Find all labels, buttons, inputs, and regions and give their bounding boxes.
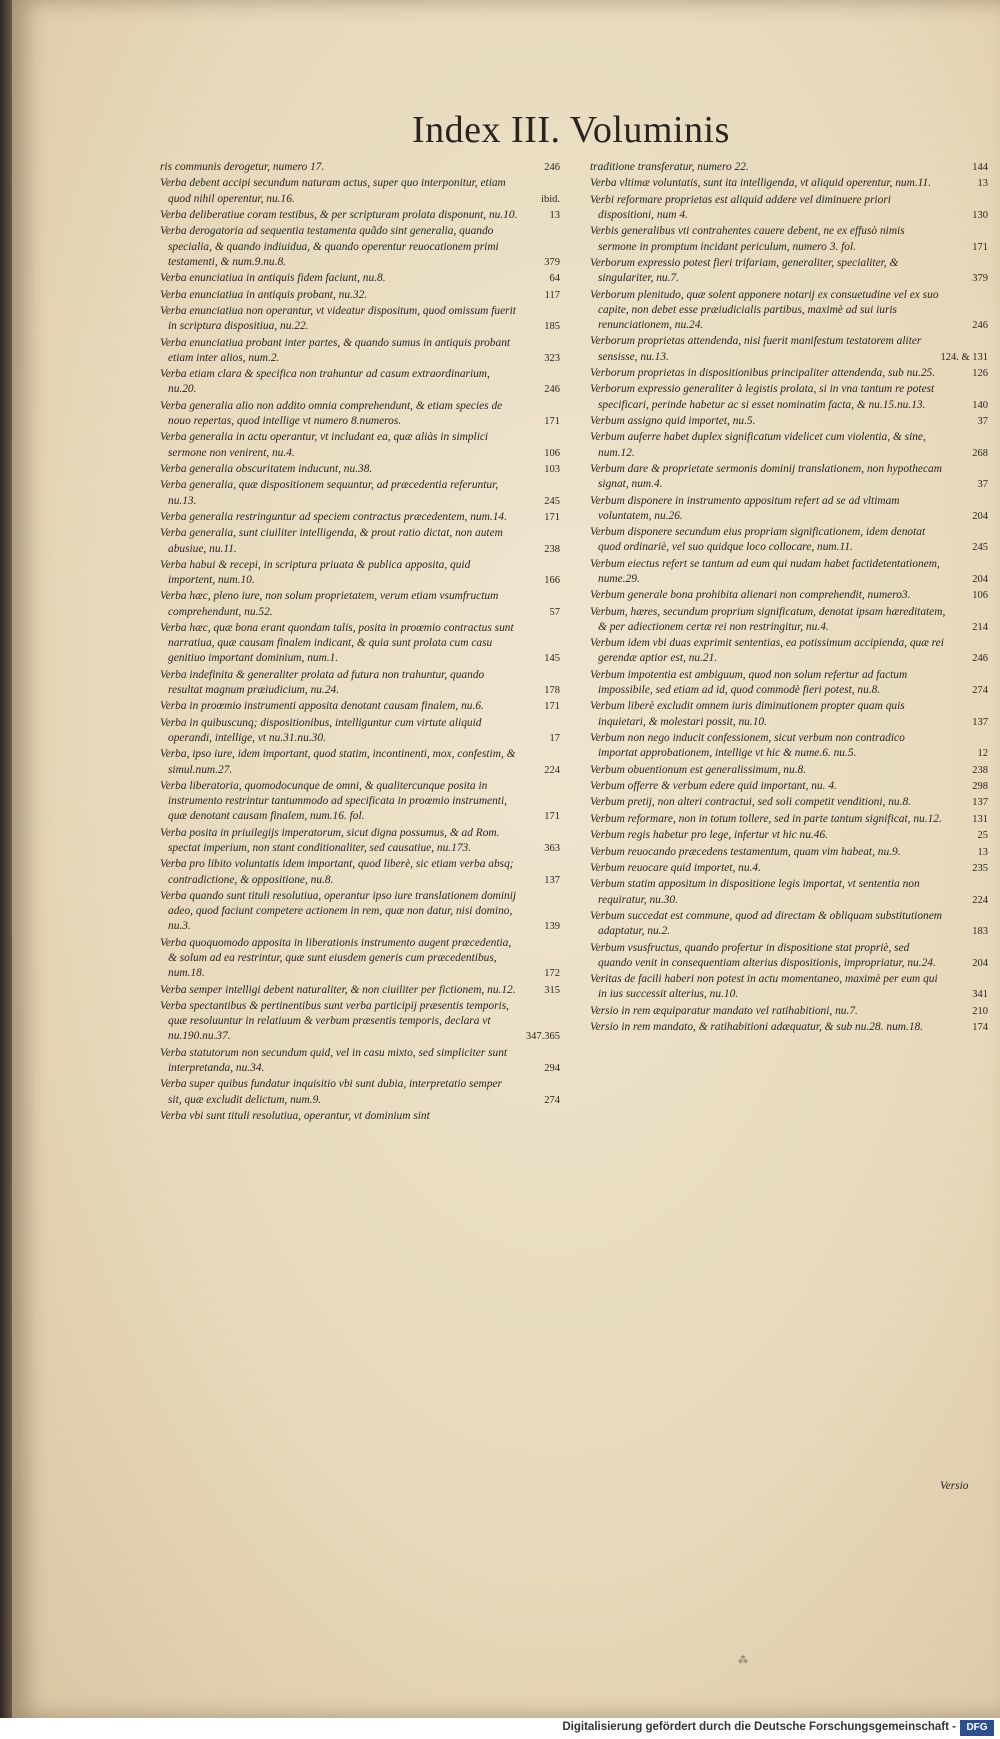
index-entry-text: Verbum dare & proprietate sermonis dominij translationem, non hypothecam signat, num.4. [590,462,942,491]
index-entry [160,826,560,856]
index-entry-page-ref: 13 [977,846,988,858]
index-entry-text: Verborum proprietas in dispositionibus principaliter attendenda, sub nu.25. [590,366,936,379]
index-entry-text: Versio in rem æquiparatur mandato vel ratihabitioni, nu.7. [590,1004,858,1017]
index-entry-page-ref: 171 [544,811,560,823]
index-entry-page-ref: 204 [972,957,988,969]
index-entry-text: Verba pro libito voluntatis idem important, quod liberè, sic etiam verba absq; contradictione, & oppositione, nu.8. [160,858,514,886]
index-entry-page-ref: 171 [972,241,988,253]
index-entry-text: Verba generalia in actu operantur, vt includant ea, quæ aliàs in simplici sermone non venirent, nu.4. [160,431,489,459]
index-entry-text: Verba generalia, sunt ciuiliter intelligenda, & prout ratio dictat, non autem abusiue, nu.11. [160,527,503,555]
index-entry-page-ref: 238 [544,543,560,555]
index-entry-page-ref: 224 [972,894,988,906]
index-entry-page-ref: ibid. [541,193,560,205]
index-entry-text: Verbum non nego inducit confessionem, sicut verbum non contradico importat approbationem, intellige vt hic & nume.6. nu.5. [590,732,905,760]
index-entry-text: Verba hæc, quæ bona erant quondam talis, posita in proœmio contractus sunt narratiua, quæ causam finalem indicant, & quia sunt prolata cum casu genitiuo important dominium, num.1. [160,622,514,665]
index-entry-page-ref: 171 [544,415,560,427]
index-entry-page-ref: 274 [544,1094,560,1106]
index-entry-page-ref: 140 [972,399,988,411]
index-entry [160,271,560,286]
book-spine-edge [0,0,12,1739]
index-entry-text: Verbum disponere secundum eius propriam significationem, idem denotat quod ordinariè, vel suo quidque loco collocare, num.11. [590,526,926,554]
index-entry [590,731,988,761]
index-entry-page-ref: 166 [544,575,560,587]
index-entry-text: Verba enunciatiua non operantur, vt videatur dispositum, quod omissum fuerit in scriptura dispositiua, nu.22. [160,304,516,333]
index-entry [590,845,988,860]
index-entry-page-ref: 178 [544,685,560,697]
index-entry-page-ref: 315 [544,984,560,996]
index-entry-page-ref: 137 [972,716,988,728]
index-entry-page-ref: 25 [977,830,988,842]
index-entry [160,983,560,998]
index-entry-page-ref: 57 [549,606,560,618]
index-entry [590,909,988,939]
index-entry [590,812,988,827]
index-entry-page-ref: 210 [972,1005,988,1017]
index-entry [590,877,988,907]
index-entry [160,558,560,588]
index-entry-text: Verbum offerre & verbum edere quid important, nu. 4. [590,780,837,793]
index-entry [590,941,988,971]
index-entry-text: Verba enunciatiua probant inter partes, & quando sumus in antiquis probant etiam inter alios, num.2. [160,336,511,364]
index-entry-page-ref: 214 [972,621,988,633]
index-entry-text: Verba liberatoria, quomodocunque de omni, & qualitercunque posita in instrumento restrintur tantummodo ad specificata in proœmio instrumenti, quæ denotant causam finalem, num.16. fol. [160,780,507,823]
index-entry-text: Verba semper intelligi debent naturaliter, & non ciuiliter per fictionem, nu.12. [160,983,516,996]
index-entry-page-ref: 171 [544,701,560,713]
index-entry-page-ref: 245 [972,542,988,554]
index-entry-page-ref: 37 [977,479,988,491]
index-entry-page-ref: 174 [972,1022,988,1034]
index-entry-page-ref: 246 [972,653,988,665]
index-entry-text: Verba generalia alio non addito omnia comprehendunt, & etiam species de nouo repertas, quod intellige vt numero 8.numeros. [160,399,503,427]
index-entry [160,399,560,429]
index-entry [160,430,560,460]
index-entry [590,557,988,587]
index-entry-page-ref: 64 [549,273,560,285]
index-entry-text: Verba debent accipi secundum naturam actus, super quo interponitur, etiam quod nihil operentur, nu.16. [160,177,506,205]
index-entry-text: Verbum statim appositum in dispositione legis importat, vt sententia non requiratur, nu.30. [590,878,920,906]
index-entry-text: Verba spectantibus & pertinentibus sunt verba participij præsentis temporis, quæ resoluuntur in relatiuum & verbum præsentis temporis, declara vt nu.190.nu.37. [160,1000,509,1043]
index-entry [590,193,988,223]
index-entry [160,1109,560,1124]
index-entry [590,588,988,603]
index-entry [590,668,988,698]
index-entry [590,494,988,524]
index-entry [160,936,560,982]
index-entry-text: Verba in quibuscunq; dispositionibus, intelliguntur cum virtute aliquid operandi, intellige, vt nu.31.nu.30. [160,716,482,745]
index-entry [590,430,988,460]
index-entry-text: Verba habui & recepi, in scriptura priuata & publica apposita, quid importent, num.10. [160,558,471,587]
index-entry-text: Verbum idem vbi duas exprimit sententias, ea potissimum accipienda, quæ rei gerendæ aptior est, nu.21. [590,637,944,665]
index-entry [160,304,560,334]
index-entry [160,224,560,270]
index-entry [160,716,560,746]
index-entry-page-ref: 106 [972,590,988,602]
index-entry-text: Verba enunciatiua in antiquis fidem faciunt, nu.8. [160,272,386,285]
index-entry-text: Verbum reuocando præcedens testamentum, quam vim habeat, nu.9. [590,845,901,858]
index-entry-text: Verba quando sunt tituli resolutiua, operantur ipso iure translationem dominij adeo, quod faciunt competere actionem in rem, quæ non datur, nisi domino, nu.3. [160,890,517,933]
index-entry-text: Verbum obuentionum est generalissimum, nu.8. [590,763,807,776]
index-entry [590,525,988,555]
index-entry [160,747,560,777]
index-entry [160,478,560,508]
index-entry-text: Verba vbi sunt tituli resolutiua, operantur, vt dominium sint [160,1110,430,1122]
index-entry [160,176,560,206]
index-entry-text: Verba hæc, pleno iure, non solum proprietatem, verum etiam vsumfructum comprehendunt, nu.52. [160,590,499,618]
index-entry [590,414,988,429]
index-entry [590,1020,988,1035]
index-entry-text: Verba enunciatiua in antiquis probant, nu.32. [160,288,368,301]
index-entry [160,621,560,667]
index-entry [590,699,988,729]
index-entry [160,462,560,477]
index-entry-text: Verborum proprietas attendenda, nisi fuerit manifestum testatorem aliter sensisse, nu.13. [590,335,922,363]
index-entry [160,779,560,825]
index-entry-page-ref: 363 [544,843,560,855]
index-entry-page-ref: 379 [972,273,988,285]
index-entry [160,1046,560,1076]
index-entry [160,367,560,397]
index-column-left [160,160,560,1125]
index-entry-text: Verba quoquomodo apposita in liberationis instrumento augent præcedentia, & solum ad ea restrintur, quæ sunt eiusdem generis cum præcedentibus, num.18. [160,936,512,980]
index-entry-page-ref: 37 [977,415,988,427]
index-entry-text: Verbum reuocare quid importet, nu.4. [590,862,761,874]
index-entry-text: Verba indefinita & generaliter prolata ad futura non trahuntur, quando resultat magnum præiudicium, nu.24. [160,668,485,697]
index-entry-page-ref: 268 [972,447,988,459]
funding-credit: Digitalisierung gefördert durch die Deutsche Forschungsgemeinschaft - [562,1721,956,1733]
index-entry-page-ref: 12 [977,748,988,760]
index-entry-text: Verba generalia, quæ dispositionem sequuntur, ad præcedentia referuntur, nu.13. [160,479,499,507]
index-entry [160,288,560,303]
index-entry [590,334,988,364]
index-entry-text: Verbum auferre habet duplex significatum videlicet cum violentia, & sine, num.12. [590,431,926,459]
index-entry-text: traditione transferatur, numero 22. [590,161,749,173]
index-entry [590,861,988,876]
digitization-footer [0,1718,1000,1739]
index-entry [590,256,988,286]
index-entry-page-ref: 274 [972,685,988,697]
index-entry-page-ref: 245 [544,495,560,507]
index-entry-text: Verba generalia obscuritatem inducunt, nu.38. [160,462,373,475]
index-entry-page-ref: 294 [544,1063,560,1075]
index-entry-text: Verbum pretij, non alteri contractui, sed soli competit venditioni, nu.8. [590,796,912,809]
index-entry-text: Veritas de facili haberi non potest in actu momentaneo, maximè per eum qui in ius successit alterius, nu.10. [590,973,938,1001]
index-entry-text: Verba generalia restringuntur ad speciem contractus præcedentem, num.14. [160,510,507,523]
index-entry [590,366,988,381]
index-entry-text: Verborum expressio generaliter à legistis prolata, si in vna tantum re potest specificari, perinde habetur ac si esset nominatim facta, & nu.15.nu.13. [590,383,935,411]
index-entry-page-ref: 145 [544,653,560,665]
index-entry [590,462,988,492]
index-entry-page-ref: 13 [549,209,560,221]
index-entry [590,972,988,1002]
index-entry-page-ref: 117 [544,289,560,301]
index-entry-page-ref: 185 [544,321,560,333]
index-entry-page-ref: 246 [972,319,988,331]
index-entry-page-ref: 103 [544,463,560,475]
index-entry-page-ref: 17 [549,733,560,745]
index-entry-page-ref: 13 [977,178,988,190]
index-entry-text: ris communis derogetur, numero 17. [160,161,325,173]
index-entry-text: Verborum expressio potest fieri trifariam, generaliter, specialiter, & singulariter, nu.7. [590,256,899,285]
index-entry-page-ref: 131 [972,813,988,825]
index-entry-text: Verbis generalibus vti contrahentes cauere debent, ne ex effusò nimis sermone in promptum incidant periculum, numero 3. fol. [590,225,905,253]
index-entry [590,605,988,635]
index-entry [160,889,560,935]
index-entry-page-ref: 235 [972,863,988,874]
index-entry [590,763,988,778]
index-entry-page-ref: 171 [544,511,560,523]
index-entry [160,526,560,556]
index-entry-page-ref: 204 [972,510,988,522]
index-entry-text: Verborum plenitudo, quæ solent apponere notarij ex consuetudine vel ex suo capite, non debet esse præiudicialis partibus, maximè ad sui iuris renunciationem, nu.24. [590,288,939,331]
index-entry-text: Verbum, hæres, secundum proprium significatum, denotat ipsam hæreditatem, & per adiectionem certæ rei non restringitur, nu.4. [590,605,946,633]
index-entry [160,1077,560,1107]
index-entry-text: Verba statutorum non secundum quid, vel in casu mixto, sed simpliciter sunt interpretanda, nu.34. [160,1046,508,1075]
index-entry-page-ref: 144 [972,162,988,173]
index-entry-text: Verbum generale bona prohibita alienari non comprehendit, numero3. [590,589,911,602]
index-entry-text: Versio in rem mandato, & ratihabitioni adæquatur, & sub nu.28. num.18. [590,1021,924,1034]
index-entry [160,510,560,525]
catchword: Versio [940,1480,969,1492]
index-entry-page-ref: 130 [972,209,988,221]
index-entry-page-ref: 139 [544,921,560,933]
index-entry-page-ref: 341 [972,989,988,1001]
page-title: Index III. Voluminis [412,109,730,151]
printer-ornament: ⁂ [738,1655,748,1666]
index-column-right [590,160,988,1037]
index-entry-page-ref: 137 [972,797,988,809]
index-entry-text: Verbum regis habetur pro lege, infertur vt hic nu.46. [590,829,829,842]
index-entry [160,589,560,619]
index-entry-page-ref: 246 [544,384,560,396]
index-entry-page-ref: 137 [544,874,560,886]
book-page [12,0,1000,1718]
index-entry-text: Verbum assigno quid importet, nu.5. [590,414,756,427]
index-entry [590,288,988,334]
index-entry-text: Verbi reformare proprietas est aliquid addere vel diminuere priori dispositioni, num 4. [590,193,891,221]
index-entry-page-ref: 183 [972,926,988,938]
index-entry-text: Verba vltimæ voluntatis, sunt ita intelligenda, vt aliquid operentur, num.11. [590,177,932,190]
index-entry [160,208,560,223]
index-entry-text: Verba posita in priuilegijs imperatorum, sicut digna possumus, & ad Rom. spectat imperium, non stant conditionaliter, sed causatiue, nu.173. [160,826,500,855]
index-entry [160,999,560,1045]
index-entry-text: Verba super quibus fundatur inquisitio vbi sunt dubia, interpretatio semper sit, quæ excludit delictum, num.9. [160,1078,502,1106]
index-entry-page-ref: 347.365 [525,1031,560,1043]
index-entry [590,382,988,412]
index-entry-text: Verbum vsusfructus, quando profertur in dispositione stat propriè, sed quando venit in consequentiam alterius dispositionis, impropriatur, nu.24. [590,941,936,969]
index-entry-text: Verba etiam clara & specifica non trahuntur ad casum extraordinarium, nu.20. [160,368,490,396]
index-entry-text: Verbum impotentia est ambiguum, quod non solum refertur ad factum impossibile, sed etiam ad id, quod commodè fieri potest, nu.8. [590,668,908,697]
index-entry-page-ref: 204 [972,573,988,585]
index-entry [590,224,988,254]
index-entry-page-ref: 246 [544,162,560,173]
index-entry [590,828,988,843]
index-entry-text: Verbum disponere in instrumento appositum refert ad se ad vltimam voluntatem, nu.26. [590,494,900,522]
index-entry [590,176,988,191]
index-entry-text: Verbum eiectus refert se tantum ad eum qui nudam habet factidetentationem, nume.29. [590,557,940,585]
index-entry-text: Verbum liberè excludit omnem iuris diminutionem propter quam quis inquietari, & molestari possit, nu.10. [590,700,905,728]
index-entry [590,795,988,810]
index-entry-page-ref: 172 [544,968,560,980]
index-entry-page-ref: 124. & 131 [940,351,988,363]
index-entry-text: Verba derogatoria ad sequentia testamenta quãdo sint generalia, quando specialia, & quando indiuidua, & quando operentur reuocationem primi testamenti, & num.9.nu.8. [160,225,499,268]
index-entry [590,779,988,794]
index-entry [590,160,988,175]
index-entry-text: Verbum succedat est commune, quod ad directam & obliquam substitutionem adaptatur, nu.2. [590,909,943,938]
index-entry-page-ref: 379 [544,256,560,268]
index-entry-text: Verbum reformare, non in totum tollere, sed in parte tantum significat, nu.12. [590,812,942,825]
index-entry-text: Verba in proœmio instrumenti apposita denotant causam finalem, nu.6. [160,700,484,713]
index-entry [160,160,560,175]
index-entry [160,336,560,366]
index-entry [160,699,560,714]
index-entry-page-ref: 298 [972,781,988,793]
dfg-logo-icon: DFG [960,1720,994,1736]
index-entry-page-ref: 126 [972,367,988,379]
index-entry-text: Verba, ipso iure, idem important, quod statim, incontinenti, mox, confestim, & simul.num.27. [160,748,516,776]
index-entry [590,1004,988,1019]
index-entry [160,857,560,887]
index-entry-page-ref: 224 [544,764,560,776]
index-entry [160,668,560,698]
index-entry-page-ref: 106 [544,447,560,459]
index-entry [590,636,988,666]
index-entry-text: Verba deliberatiue coram testibus, & per scripturam prolata disponunt, nu.10. [160,208,518,221]
index-entry-page-ref: 238 [972,764,988,776]
index-entry-page-ref: 323 [544,352,560,364]
